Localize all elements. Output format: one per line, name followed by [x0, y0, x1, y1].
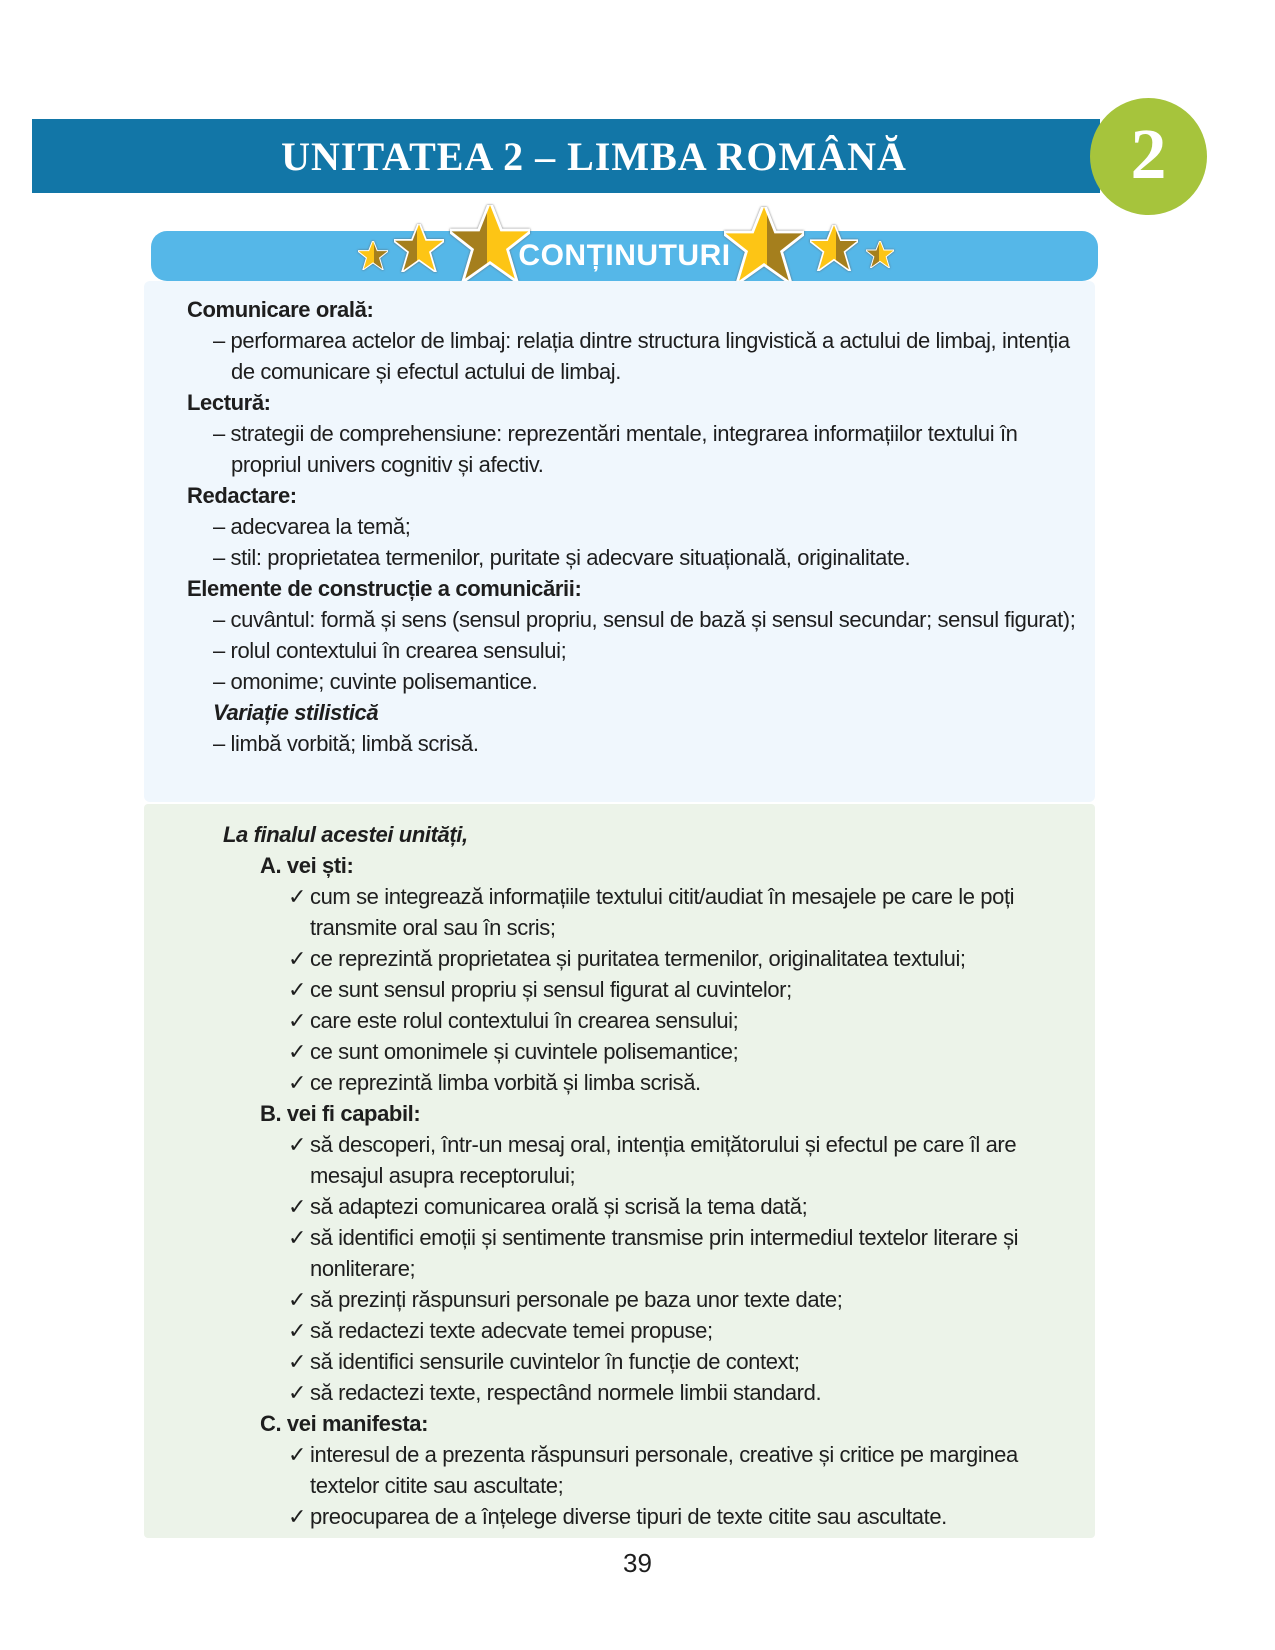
objective-item	[223, 881, 1075, 943]
objective-text: să identifici sensurile cuvintelor în funcție de context;	[310, 1349, 800, 1374]
objective-item	[223, 974, 1075, 1005]
content-item: – stil: proprietatea termenilor, puritate și adecvare situațională, originalitate.	[213, 545, 911, 570]
content-item: – strategii de comprehensiune: reprezentări mentale, integrarea informațiilor textului în propriul univers cognitiv și afectiv.	[213, 421, 1018, 477]
objective-item	[223, 1439, 1075, 1501]
objectives-group-label: B. vei fi capabil:	[260, 1101, 421, 1126]
unit-title: UNITATEA 2 – LIMBA ROMÂNĂ	[281, 133, 907, 179]
unit-header-band	[32, 119, 1100, 193]
objective-text: ce reprezintă proprietatea și puritatea termenilor, originalitatea textului;	[310, 946, 966, 971]
check-icon: ✓	[288, 1132, 307, 1157]
content-item: – rolul contextului în crearea sensului;	[213, 638, 567, 663]
content-item: – adecvarea la temă;	[213, 514, 411, 539]
objective-text: ce sunt sensul propriu și sensul figurat al cuvintelor;	[310, 977, 792, 1002]
content-heading: Redactare:	[187, 483, 297, 508]
objective-item	[223, 1222, 1075, 1284]
star-icon	[810, 225, 858, 271]
content-item: – limbă vorbită; limbă scrisă.	[213, 731, 479, 756]
objective-item	[223, 1315, 1075, 1346]
objective-item	[223, 1191, 1075, 1222]
objective-item	[223, 1129, 1075, 1191]
content-heading: Elemente de construcție a comunicării:	[187, 576, 582, 601]
content-item: – performarea actelor de limbaj: relația dintre structura lingvistică a actului de limbaj, intenția de comunicare și efectul actului de limbaj.	[213, 328, 1070, 384]
objective-text: să redactezi texte adecvate temei propuse;	[310, 1318, 713, 1343]
objective-text: să prezinți răspunsuri personale pe baza unor texte date;	[310, 1287, 843, 1312]
check-icon: ✓	[288, 1504, 307, 1529]
check-icon: ✓	[288, 1225, 307, 1250]
star-icon	[866, 241, 894, 268]
star-icon	[394, 224, 444, 272]
page-number: 39	[623, 1548, 652, 1578]
objective-item	[223, 1284, 1075, 1315]
check-icon: ✓	[288, 1349, 307, 1374]
objective-item	[223, 1346, 1075, 1377]
check-icon: ✓	[288, 1070, 307, 1095]
objective-text: care este rolul contextului în crearea sensului;	[310, 1008, 739, 1033]
contents-banner-label: CONȚINUTURI	[518, 239, 731, 272]
objective-item	[223, 1067, 1075, 1098]
objective-item	[223, 1005, 1075, 1036]
objective-text: preocuparea de a înțelege diverse tipuri de texte citite sau ascultate.	[310, 1504, 947, 1529]
objective-item	[223, 943, 1075, 974]
check-icon: ✓	[288, 1287, 307, 1312]
check-icon: ✓	[288, 1380, 307, 1405]
star-icon	[450, 205, 530, 281]
objectives-intro: La finalul acestei unități,	[223, 822, 468, 847]
check-icon: ✓	[288, 1442, 307, 1467]
content-item: – omonime; cuvinte polisemantice.	[213, 669, 538, 694]
objective-item	[223, 1377, 1075, 1408]
check-icon: ✓	[288, 1008, 307, 1033]
star-icon	[358, 241, 388, 270]
objectives-panel	[144, 804, 1095, 1538]
content-item: – cuvântul: formă și sens (sensul propriu, sensul de bază și sensul secundar; sensul figurat);	[213, 607, 1076, 632]
objective-text: cum se integrează informațiile textului citit/audiat în mesajele pe care le poți transmite oral sau în scris;	[310, 884, 1015, 940]
objective-text: ce reprezintă limba vorbită și limba scrisă.	[310, 1070, 701, 1095]
contents-banner	[151, 231, 1098, 281]
objectives-group-label: A. vei ști:	[260, 853, 354, 878]
check-icon: ✓	[288, 1194, 307, 1219]
objective-item	[223, 1036, 1075, 1067]
star-icon	[724, 207, 804, 283]
objective-text: ce sunt omonimele și cuvintele polisemantice;	[310, 1039, 739, 1064]
contents-panel	[144, 281, 1095, 802]
check-icon: ✓	[288, 884, 307, 909]
objective-text: să redactezi texte, respectând normele limbii standard.	[310, 1380, 822, 1405]
objective-item	[223, 1501, 1075, 1532]
unit-number-badge	[1090, 98, 1207, 215]
content-subheading: Variație stilistică	[213, 700, 379, 725]
check-icon: ✓	[288, 1039, 307, 1064]
objective-text: să descoperi, într-un mesaj oral, intenția emițătorului și efectul pe care îl are mesajul asupra receptorului;	[310, 1132, 1017, 1188]
content-heading: Lectură:	[187, 390, 271, 415]
check-icon: ✓	[288, 946, 307, 971]
objective-text: să adaptezi comunicarea orală și scrisă la tema dată;	[310, 1194, 808, 1219]
objective-text: interesul de a prezenta răspunsuri personale, creative și critice pe marginea textelor citite sau ascultate;	[310, 1442, 1018, 1498]
check-icon: ✓	[288, 1318, 307, 1343]
objectives-group-label: C. vei manifesta:	[260, 1411, 429, 1436]
content-heading: Comunicare orală:	[187, 297, 374, 322]
unit-number: 2	[1130, 113, 1167, 194]
check-icon: ✓	[288, 977, 307, 1002]
objective-text: să identifici emoții și sentimente transmise prin intermediul textelor literare și nonliterare;	[310, 1225, 1019, 1281]
